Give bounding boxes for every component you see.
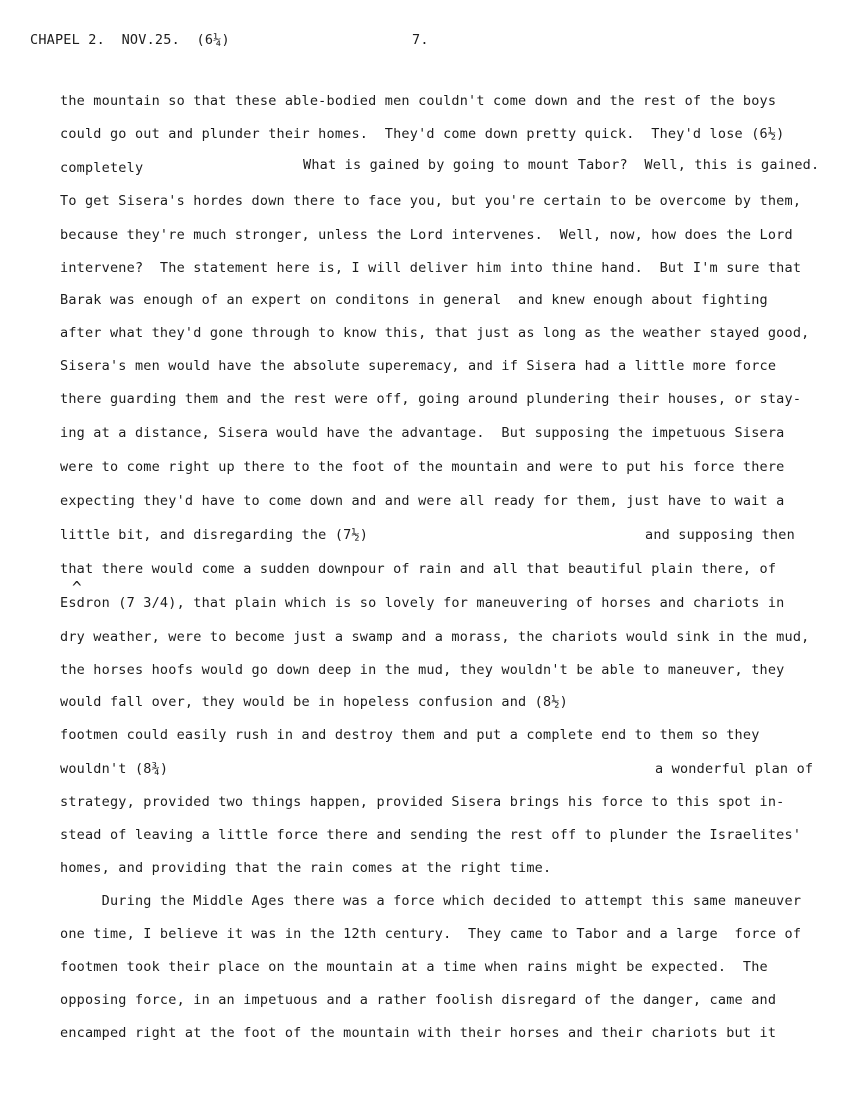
text-line: homes, and providing that the rain comes at the right time. — [60, 860, 552, 876]
text-line: During the Middle Ages there was a force which decided to attempt this same maneuver — [60, 893, 802, 909]
text-line: after what they'd gone through to know this, that just as long as the weather stayed good, — [60, 325, 810, 341]
text-line: wouldn't (8¾) — [60, 761, 169, 777]
text-line: strategy, provided two things happen, provided Sisera brings his force to this spot in- — [60, 794, 785, 810]
text-line: To get Sisera's hordes down there to face you, but you're certain to be overcome by them, — [60, 193, 802, 209]
text-line: dry weather, were to become just a swamp and a morass, the chariots would sink in the mud, — [60, 629, 810, 645]
text-line: completely — [60, 160, 144, 176]
text-line: the mountain so that these able-bodied men couldn't come down and the rest of the boys — [60, 93, 777, 109]
text-line: footmen could easily rush in and destroy them and put a complete end to them so they — [60, 727, 760, 743]
text-line: Sisera's men would have the absolute superemacy, and if Sisera had a little more force — [60, 358, 777, 374]
page-header: CHAPEL 2. NOV.25. (6¼) — [30, 32, 230, 48]
text-line: there guarding them and the rest were off, going around plundering their houses, or stay- — [60, 391, 802, 407]
text-line: encamped right at the foot of the mountain with their horses and their chariots but it — [60, 1025, 777, 1041]
caret-annotation: ^ — [72, 578, 82, 597]
text-line: one time, I believe it was in the 12th century. They came to Tabor and a large force of — [60, 926, 802, 942]
text-line-fragment: a wonderful plan of — [655, 761, 814, 777]
text-line: opposing force, in an impetuous and a rather foolish disregard of the danger, came and — [60, 992, 777, 1008]
page-number: 7. — [412, 32, 429, 48]
text-line: because they're much stronger, unless the Lord intervenes. Well, now, how does the Lord — [60, 227, 793, 243]
text-line: little bit, and disregarding the (7½) — [60, 527, 369, 543]
text-line: Barak was enough of an expert on conditons in general and knew enough about fighting — [60, 292, 768, 308]
text-line-fragment: What is gained by going to mount Tabor? Well, this is gained. — [303, 157, 820, 173]
text-line: that there would come a sudden downpour of rain and all that beautiful plain there, of — [60, 561, 777, 577]
text-line: intervene? The statement here is, I will deliver him into thine hand. But I'm sure that — [60, 260, 802, 276]
text-line: expecting they'd have to come down and and were all ready for them, just have to wait a — [60, 493, 785, 509]
text-line: would fall over, they would be in hopeless confusion and (8½) — [60, 694, 568, 710]
text-line: could go out and plunder their homes. They'd come down pretty quick. They'd lose (6½) — [60, 126, 785, 142]
text-line: footmen took their place on the mountain at a time when rains might be expected. The — [60, 959, 768, 975]
text-line: the horses hoofs would go down deep in the mud, they wouldn't be able to maneuver, they — [60, 662, 785, 678]
text-line: Esdron (7 3/4), that plain which is so lovely for maneuvering of horses and chariots in — [60, 595, 785, 611]
text-line: were to come right up there to the foot of the mountain and were to put his force there — [60, 459, 785, 475]
text-line-fragment: and supposing then — [645, 527, 795, 543]
text-line: ing at a distance, Sisera would have the advantage. But supposing the impetuous Sisera — [60, 425, 785, 441]
text-line: stead of leaving a little force there and sending the rest off to plunder the Israelites' — [60, 827, 802, 843]
